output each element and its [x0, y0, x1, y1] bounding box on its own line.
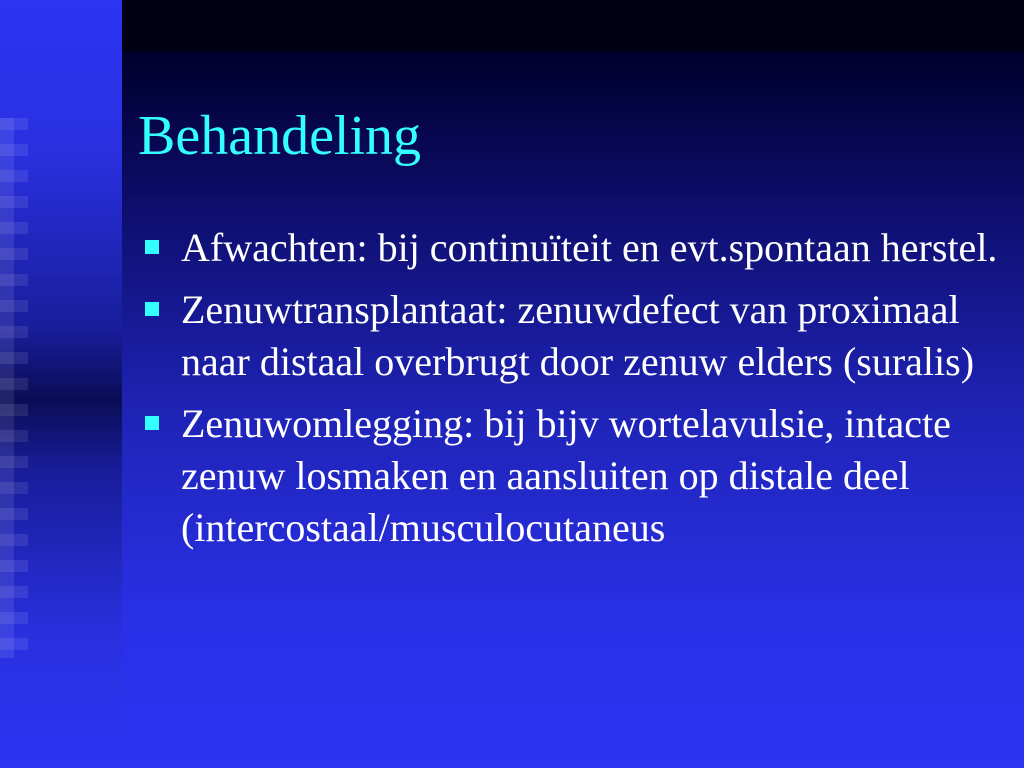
bullet-item: [145, 284, 1005, 388]
square-bullet-icon: [145, 302, 159, 316]
bullet-text: Zenuwomlegging: bij bijv wortelavulsie, intacte zenuw losmaken en aansluiten op distale deel (intercostaal/musculocutaneus: [181, 401, 951, 550]
bullet-item: [145, 398, 1005, 554]
bullet-text: Afwachten: bij continuïteit en evt.spontaan herstel.: [181, 225, 998, 270]
bullet-list: [145, 222, 1005, 564]
slide-title: Behandeling: [138, 105, 422, 167]
top-dark-band: [122, 0, 1024, 52]
bullet-text: Zenuwtransplantaat: zenuwdefect van proximaal naar distaal overbrugt door zenuw elders (suralis): [181, 287, 975, 384]
checker-pattern: [0, 118, 28, 658]
bullet-item: [145, 222, 1005, 274]
square-bullet-icon: [145, 416, 159, 430]
square-bullet-icon: [145, 240, 159, 254]
